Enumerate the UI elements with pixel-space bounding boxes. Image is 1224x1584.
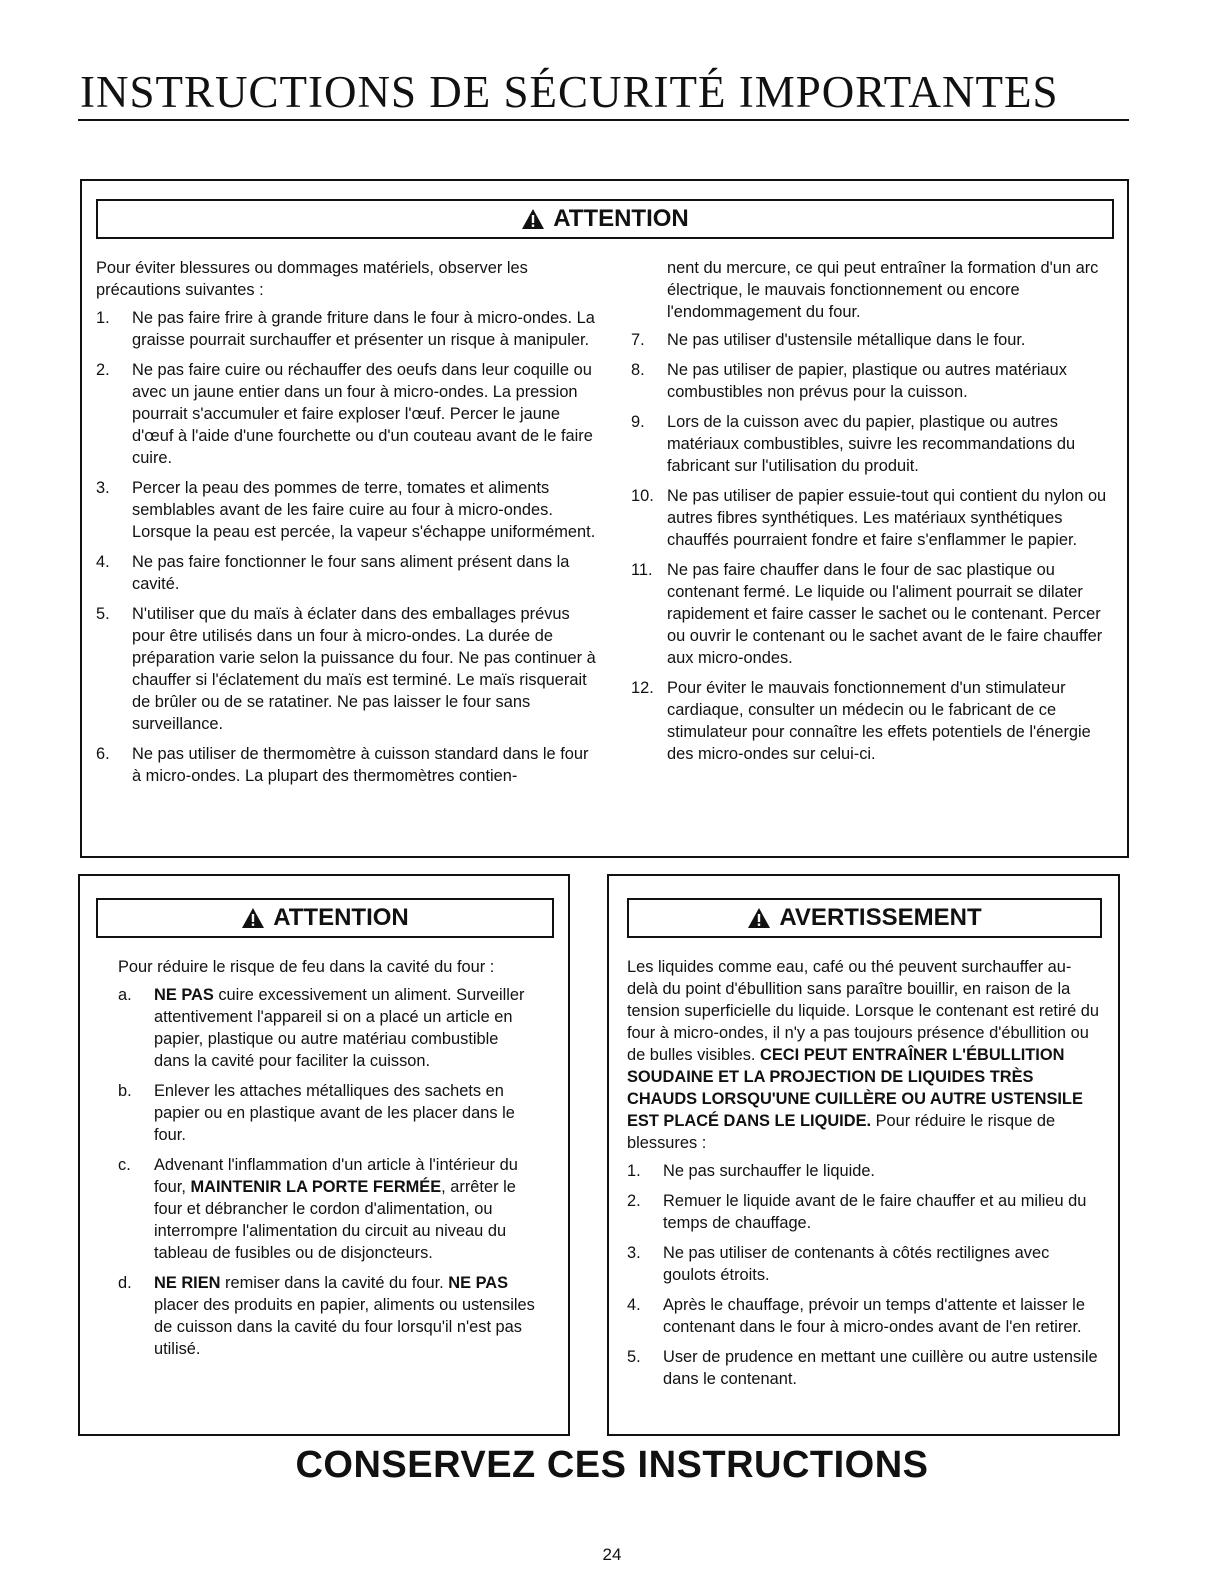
list-item: [627, 1242, 1102, 1286]
list-item: [96, 477, 602, 543]
list-item-number: c.: [118, 1156, 131, 1174]
emphasis-text: NE PAS: [448, 1274, 509, 1292]
list-item-text: Ne pas utiliser de contenants à côtés rectilignes avec goulots étroits.: [663, 1244, 1050, 1284]
attention-header-fire: [96, 898, 554, 938]
list-item: [118, 984, 538, 1072]
emphasis-text: CECI PEUT ENTRAÎNER L'ÉBULLITION SOUDAINE ET LA PROJECTION DE LIQUIDES TRÈS CHAUDS LORSQU'UNE CUILLÈRE OU AUTRE USTENSILE EST PLACÉ DANS LE LIQUIDE.: [627, 1046, 1083, 1130]
emphasis-text: MAINTENIR LA PORTE FERMÉE: [190, 1178, 442, 1196]
list-item: [96, 603, 602, 735]
list-item-number: 5.: [627, 1348, 641, 1366]
avertissement-list: [627, 1160, 1102, 1390]
list-item-number: 5.: [96, 605, 110, 623]
list-item-number: 2.: [627, 1192, 641, 1210]
list-item-text: Après le chauffage, prévoir un temps d'attente et laisser le contenant dans le four à micro-ondes avant de l'en retirer.: [663, 1296, 1085, 1336]
main-continuation: nent du mercure, ce qui peut entraîner la formation d'un arc électrique, le mauvais fonctionnement ou encore l'endommagement du four.: [667, 259, 1099, 321]
avertissement-heading: AVERTISSEMENT: [779, 904, 982, 931]
main-list-right: [631, 329, 1115, 765]
list-item: [631, 329, 1115, 351]
list-item-text: Ne pas faire frire à grande friture dans le four à micro-ondes. La graisse pourrait surchauffer et présenter un risque à manipuler.: [132, 309, 595, 349]
list-item-number: 12.: [631, 679, 654, 697]
list-item-text: , arrêter le four et débrancher le cordon d'alimentation, ou interrompre l'alimentation du circuit au niveau du tableau de fusibles ou de disjoncteurs.: [154, 1178, 516, 1262]
list-item-number: b.: [118, 1082, 132, 1100]
list-item: [96, 743, 602, 787]
list-item: [627, 1160, 1102, 1182]
list-item-text: Enlever les attaches métalliques des sachets en papier ou en plastique avant de les placer dans le four.: [154, 1082, 515, 1144]
list-item-text: Remuer le liquide avant de le faire chauffer et au milieu du temps de chauffage.: [663, 1192, 1087, 1232]
warning-triangle-icon: [747, 907, 771, 929]
list-item-text: Ne pas utiliser de thermomètre à cuisson standard dans le four à micro-ondes. La plupart des thermomètres contien-: [132, 745, 589, 785]
list-item: [627, 1294, 1102, 1338]
list-item-number: 7.: [631, 331, 645, 349]
list-item-number: 1.: [96, 309, 110, 327]
main-intro: Pour éviter blessures ou dommages matériels, observer les précautions suivantes :: [96, 259, 528, 299]
list-item-text: Advenant l'inflammation d'un article à l'intérieur du four,: [154, 1156, 518, 1196]
list-item-text: N'utiliser que du maïs à éclater dans des emballages prévus pour être utilisés dans un four à micro-ondes. La durée de préparation varie selon la puissance du four. Ne pas continuer à chauffer si l'éclatement du maïs est terminé. Le maïs risquerait de brûler ou de se ratatiner. Ne pas laisser le four sans surveillance.: [132, 605, 596, 733]
avertissement-intro: [627, 956, 1102, 1154]
list-item-text: Ne pas utiliser d'ustensile métallique dans le four.: [667, 331, 1026, 349]
list-item: [627, 1346, 1102, 1390]
list-item: [118, 1272, 538, 1360]
warning-triangle-icon: [241, 907, 265, 929]
fire-intro: Pour réduire le risque de feu dans la cavité du four :: [118, 958, 495, 976]
list-item: [627, 1190, 1102, 1234]
list-item: [631, 677, 1115, 765]
list-item-text: Ne pas utiliser de papier, plastique ou autres matériaux combustibles non prévus pour la cuisson.: [667, 361, 1067, 401]
list-item-text: Ne pas utiliser de papier essuie-tout qui contient du nylon ou autres fibres synthétiques. Les matériaux synthétiques chauffés pourraient fondre et faire s'enflammer le papier.: [667, 487, 1107, 549]
list-item-number: 2.: [96, 361, 110, 379]
footer-title: CONSERVEZ CES INSTRUCTIONS: [295, 1444, 929, 1486]
list-item-number: 4.: [96, 553, 110, 571]
intro-text: Les liquides comme eau, café ou thé peuvent surchauffer au-delà du point d'ébullition sans paraître bouillir, en raison de la tension superficielle du liquide. Lorsque le contenant est retiré du four à micro-ondes, il n'y a pas toujours présence d'ébullition ou de bulles visibles.: [627, 958, 1099, 1064]
list-item-text: Pour éviter le mauvais fonctionnement d'un stimulateur cardiaque, consulter un médecin ou le fabricant de ce stimulateur pour connaître les effets potentiels de l'énergie des micro-ondes sur celui-ci.: [667, 679, 1091, 763]
list-item-number: a.: [118, 986, 132, 1004]
list-item-number: 10.: [631, 487, 654, 505]
list-item-number: 4.: [627, 1296, 641, 1314]
emphasis-text: NE PAS: [154, 986, 214, 1004]
list-item: [118, 1154, 538, 1264]
list-item: [631, 411, 1115, 477]
list-item-text: remiser dans la cavité du four.: [220, 1274, 449, 1292]
list-item: [96, 551, 602, 595]
main-left-column: [96, 257, 602, 795]
title-divider: [78, 119, 1129, 121]
main-right-column: [631, 257, 1115, 773]
list-item-number: d.: [118, 1274, 132, 1292]
emphasis-text: NE RIEN: [154, 1274, 221, 1292]
list-item-text: Ne pas faire chauffer dans le four de sac plastique ou contenant fermé. Le liquide ou l'aliment pourrait se dilater rapidement et faire casser le sachet ou le contenant. Percer ou ouvrir le contenant ou le sachet avant de le faire chauffer aux micro-ondes.: [667, 561, 1103, 667]
avertissement-header: [627, 898, 1102, 938]
list-item-text: Percer la peau des pommes de terre, tomates et aliments semblables avant de les faire cuire au four à micro-ondes. Lorsque la peau est percée, la vapeur s'échappe uniformément.: [132, 479, 596, 541]
list-item: [96, 359, 602, 469]
intro-text: Pour réduire le risque de blessures :: [627, 1112, 1056, 1152]
list-item: [631, 559, 1115, 669]
list-item-text: Ne pas surchauffer le liquide.: [663, 1162, 875, 1180]
list-item-text: cuire excessivement un aliment. Surveiller attentivement l'appareil si on a placé un article en papier, plastique ou autre matériau combustible dans la cavité pour faciliter la cuisson.: [154, 986, 525, 1070]
list-item-text: Ne pas faire fonctionner le four sans aliment présent dans la cavité.: [132, 553, 570, 593]
warning-triangle-icon: [521, 208, 545, 230]
list-item: [631, 485, 1115, 551]
list-item: [96, 307, 602, 351]
page-number: 24: [602, 1545, 622, 1564]
list-item-number: 6.: [96, 745, 110, 763]
page-title: INSTRUCTIONS DE SÉCURITÉ IMPORTANTES: [80, 67, 1059, 117]
list-item-number: 3.: [96, 479, 110, 497]
list-item-number: 8.: [631, 361, 645, 379]
list-item-text: Lors de la cuisson avec du papier, plastique ou autres matériaux combustibles, suivre les recommandations du fabricant sur l'utilisation du produit.: [667, 413, 1076, 475]
avertissement-column: [627, 956, 1102, 1398]
list-item-text: User de prudence en mettant une cuillère ou autre ustensile dans le contenant.: [663, 1348, 1098, 1388]
attention-heading: ATTENTION: [553, 205, 689, 232]
list-item-number: 9.: [631, 413, 645, 431]
list-item-number: 11.: [631, 561, 653, 579]
list-item-text: Ne pas faire cuire ou réchauffer des oeufs dans leur coquille ou avec un jaune entier dans un four à micro-ondes. La pression pourrait s'accumuler et faire exploser l'œuf. Percer le jaune d'œuf à l'aide d'une fourchette ou d'un couteau avant de le faire cuire.: [132, 361, 593, 467]
main-list-left: [96, 307, 602, 787]
fire-list: [118, 984, 538, 1360]
list-item: [118, 1080, 538, 1146]
list-item-number: 1.: [627, 1162, 641, 1180]
list-item: [631, 359, 1115, 403]
fire-column: [118, 956, 538, 1368]
list-item-text: placer des produits en papier, aliments ou ustensiles de cuisson dans la cavité du four lorsqu'il n'est pas utilisé.: [154, 1296, 535, 1358]
attention-header-main: [96, 199, 1114, 239]
attention-fire-heading: ATTENTION: [273, 904, 409, 931]
list-item-number: 3.: [627, 1244, 641, 1262]
